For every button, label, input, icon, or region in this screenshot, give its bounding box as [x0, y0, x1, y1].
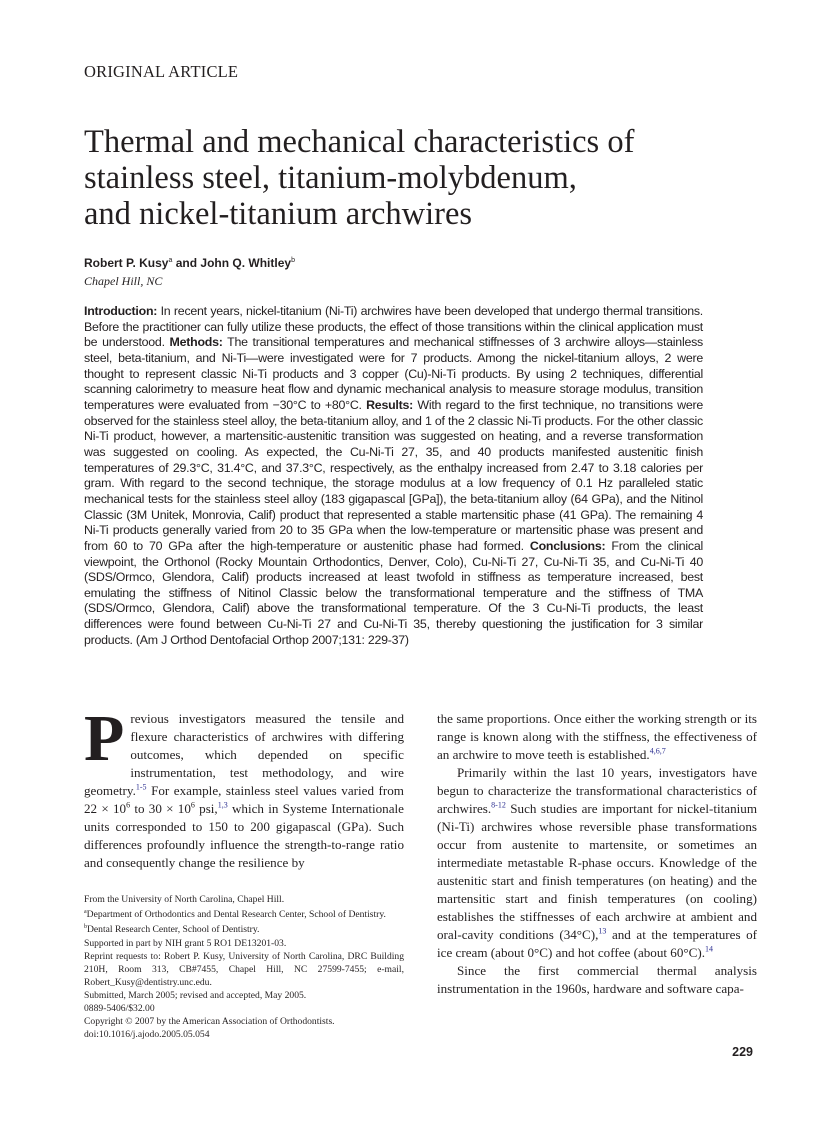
author-affiliation-marker: b: [291, 257, 295, 264]
citation-link[interactable]: 4,6,7: [649, 746, 666, 756]
footnote-marker: a: [84, 909, 87, 916]
author-location: Chapel Hill, NC: [84, 274, 163, 288]
title-line: and nickel-titanium archwires: [84, 196, 473, 232]
abstract-section-heading: Conclusions:: [529, 538, 606, 553]
footnote: [84, 950, 404, 989]
text-run: In recent years, nickel-titanium (Ni-Ti) archwires have been developed that undergo thermal transitions. Before the practitioner can fully utilize these products, the effect of those transitions within the clinical application must be understood.: [84, 304, 703, 350]
text-run: the same proportions. Once either the working strength or its range is known along with the stiffness, the effectiveness of an archwire to move teeth is established.: [437, 711, 757, 762]
section-label: ORIGINAL ARTICLE: [84, 62, 239, 81]
footnote-marker: b: [84, 924, 87, 931]
footnote: [84, 1015, 404, 1028]
footnote-text: Supported in part by NIH grant 5 RO1 DE13201-03.: [84, 937, 287, 949]
footnote: [84, 989, 404, 1002]
abstract-section-heading: Methods:: [169, 335, 223, 350]
text-run: Since the first commercial thermal analysis instrumentation in the 1960s, hardware and software capa-: [437, 963, 757, 996]
footnote-text: Submitted, March 2005; revised and accepted, May 2005.: [84, 990, 307, 1002]
author-name: Robert P. Kusy: [84, 256, 169, 270]
footnote-text: From the University of North Carolina, Chapel Hill.: [84, 894, 285, 905]
abstract-section-heading: Results:: [366, 397, 413, 412]
abstract-section-heading: Introduction:: [84, 304, 158, 318]
drop-cap: P: [84, 702, 125, 775]
footnote-text: Copyright © 2007 by the American Association of Orthodontists.: [84, 1016, 335, 1028]
body-paragraph: [84, 702, 404, 872]
text-run: and at the temperatures of ice cream (about 0°C) and hot coffee (about 60°C).: [437, 927, 757, 960]
footnote: [84, 1028, 404, 1041]
author-affiliation-marker: a: [168, 257, 173, 264]
title-line: Thermal and mechanical characteristics of: [84, 124, 635, 160]
footnote: [84, 893, 404, 906]
text-run: psi,: [194, 801, 218, 816]
exponent: 6: [190, 800, 195, 810]
body-paragraph: [437, 962, 757, 998]
exponent: 6: [126, 800, 131, 810]
citation-link[interactable]: 13: [598, 926, 607, 936]
text-run: With regard to the first technique, no transitions were observed for the stainless steel alloy, the beta-titanium alloy, and 1 of the 2 classic Ni-Ti products. For the other classic Ni-Ti product, however, a martensitic-austenitic transition was suggested on heating, and a reverse transformation was suggested on cooling. As expected, the Cu-Ni-Ti 27, 35, and 40 products manifested austenitic finish temperatures of 29.3°C, 31.4°C, and 37.3°C, respectively, as the enthalpy increased from 2.47 to 3.18 calories per gram. With regard to the second technique, the storage modulus at a low frequency of 0.1 Hz paralleled static mechanical tests for the stainless steel alloy (183 gigapascal [GPa]), the beta-titanium alloy (64 GPa), and the Nitinol Classic (3M Unitek, Monrovia, Calif) product that represented a stable martensitic phase (41 GPa). The remaining 4 Ni-Ti products generally varied from 20 to 35 GPa when the low-temperature or martensitic phase was present and from 60 to 70 GPa after the high-temperature or austenitic phase had formed.: [84, 397, 704, 553]
author-joiner: and: [172, 256, 201, 270]
body-column-right: [437, 710, 757, 998]
footnote: [84, 937, 404, 950]
footnotes: [84, 893, 404, 1041]
text-run: revious investigators measured the tensile and flexure characteristics of archwires with differing outcomes, which depended on specific instrumentation, test methodology, and wire geometry.: [84, 711, 404, 798]
page-number: 229: [732, 1045, 753, 1059]
text-run: From the clinical viewpoint, the Orthonol (Rocky Mountain Orthodontics, Denver, Colo), Cu-Ni-Ti 27, Cu-Ni-Ti 35, and Cu-Ni-Ti 40 (SDS/Ormco, Glendora, Calif) products increased at least twofold in stiffness as temperature increased, best emulating the stiffness of Nitinol Classic below the transformational temperature and the stiffness of TMA (SDS/Ormco, Glendora, Calif) above the transformational temperature. Of the 3 Cu-Ni-Ti products, the least differences were found between Cu-Ni-Ti 27 and Cu-Ni-Ti 35, thereby questioning the justification for 3 similar products. (Am J Orthod Dentofacial Orthop 2007;131: 229-37): [84, 538, 703, 647]
article-title: [84, 124, 744, 232]
title-line: stainless steel, titanium-molybdenum,: [84, 160, 577, 196]
footnote-text: Dental Research Center, School of Dentistry.: [87, 924, 260, 936]
text-run: Such studies are important for nickel-titanium (Ni-Ti) archwires whose reversible phase transformations occur from austenite to martensite, or sometimes an intermediate metastable R-phase occurs. Knowledge of the austenitic start and finish temperatures (on heating) and the martensitic start and finish temperatures (on cooling) establishes the stiffnesses of each archwire at ambient and oral-cavity conditions (34°C),: [437, 801, 757, 942]
footnote-text: Reprint requests to: Robert P. Kusy, University of North Carolina, DRC Building 210H, Room 313, CB#7455, Chapel Hill, NC 27599-7455; e-mail, Robert_Kusy@dentistry.unc.edu.: [84, 950, 404, 988]
text-run: Primarily within the last 10 years, investigators have begun to characterize the transformational characteristics of archwires.: [437, 765, 757, 816]
body-paragraph: [437, 764, 757, 962]
paragraph-text: [84, 702, 404, 870]
citation-link[interactable]: 8-12: [491, 800, 506, 810]
text-run: The transitional temperatures and mechanical stiffnesses of 3 archwire alloys—stainless steel, beta-titanium, and Ni-Ti—were investigated were for 7 products. Among the nickel-titanium alloys, 2 were thought to represent classic Ni-Ti products and 3 copper (Cu)-Ni-Ti products. By using 2 techniques, differential scanning calorimetry to measure heat flow and dynamic mechanical analysis to measure storage modulus, transition temperatures were evaluated from −30°C to +80°C.: [84, 335, 703, 412]
author-list: [84, 256, 295, 270]
footnote-text: doi:10.1016/j.ajodo.2005.05.054: [84, 1029, 210, 1041]
text-run: which in Systeme Internationale units corresponded to 150 to 200 gigapascal (GPa). Such differences profoundly influence the strength-to-range ratio and consequently change the resilience by: [84, 801, 404, 870]
citation-link[interactable]: 14: [705, 944, 714, 954]
author-name: John Q. Whitley: [200, 256, 292, 270]
text-run: to 30 × 10: [130, 801, 191, 816]
citation-link[interactable]: 1-5: [135, 782, 147, 792]
footnote: [84, 1002, 404, 1015]
footnote-text: Department of Orthodontics and Dental Research Center, School of Dentistry.: [86, 909, 386, 921]
footnote-text: 0889-5406/$32.00: [84, 1003, 155, 1015]
body-paragraph: [437, 710, 757, 764]
citation-link[interactable]: 1,3: [217, 800, 228, 810]
body-column-left: [84, 702, 404, 872]
footnote: [84, 906, 404, 921]
abstract: [84, 304, 703, 648]
text-run: For example, stainless steel values varied from 22 × 10: [84, 783, 404, 816]
footnote: [84, 921, 404, 936]
